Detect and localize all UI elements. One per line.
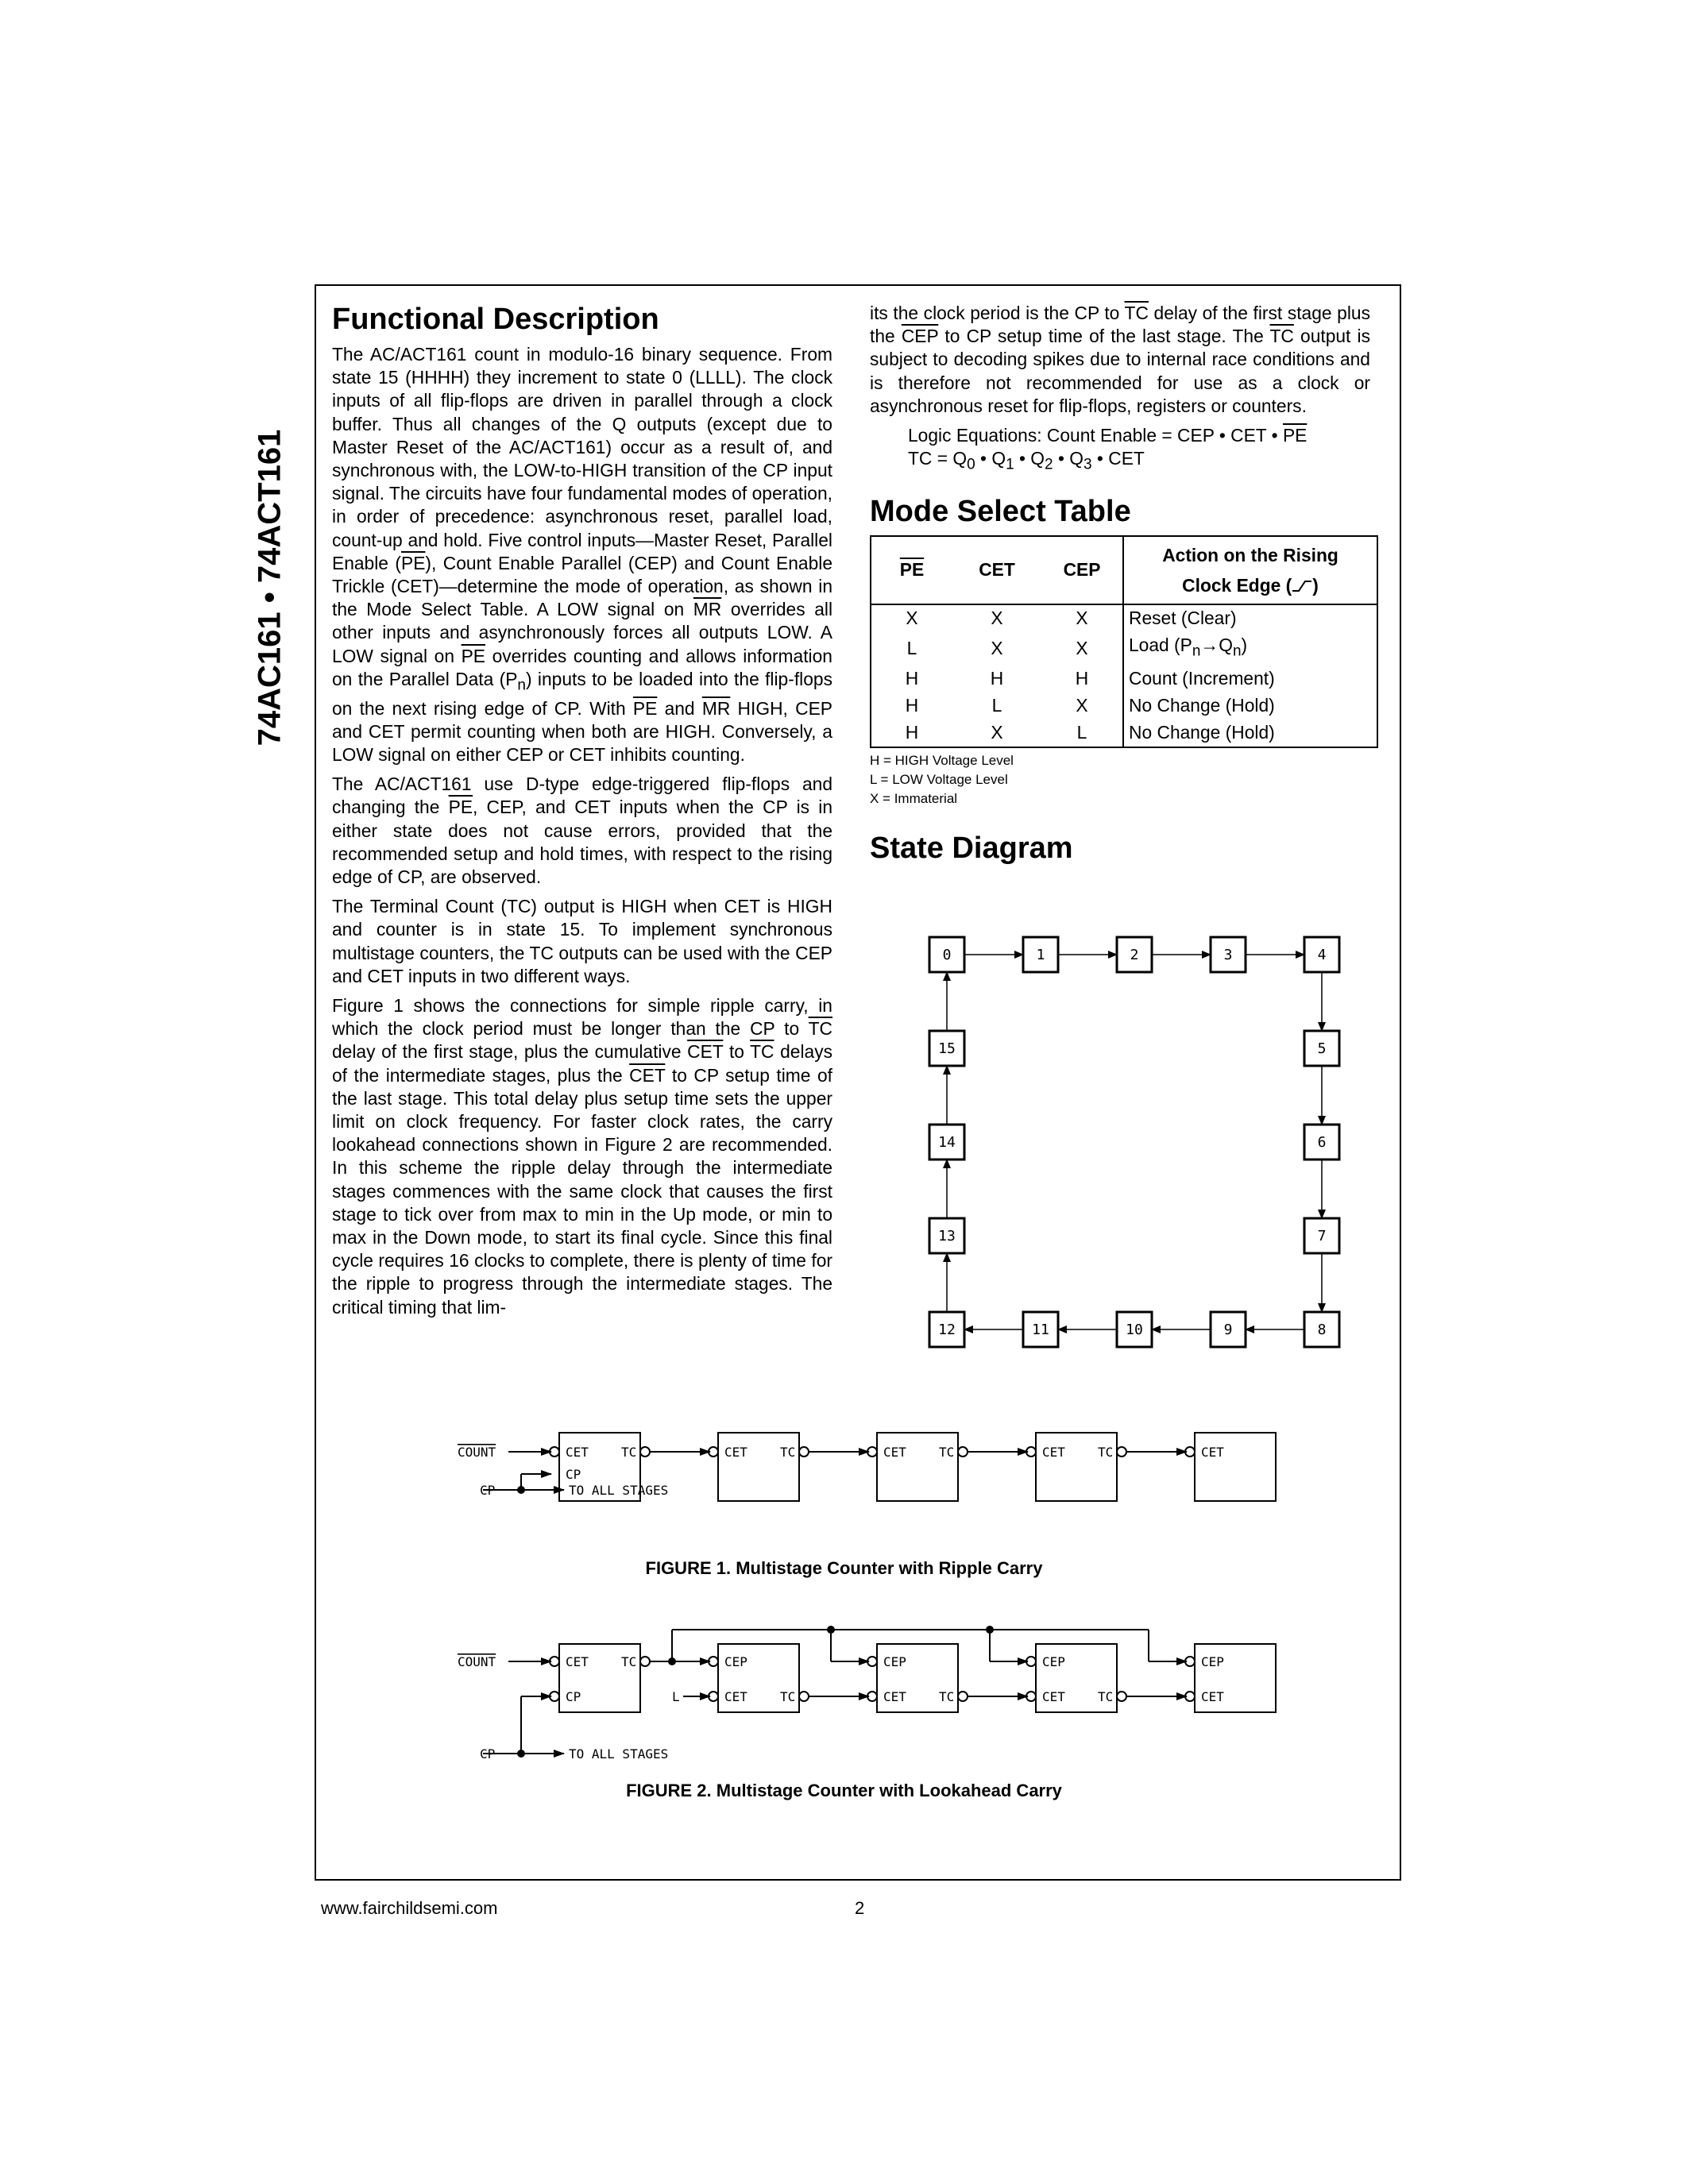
page-number: 2: [855, 1898, 865, 1918]
left-column: [332, 302, 832, 1325]
rising-edge-icon: [1292, 580, 1312, 592]
state-diagram: [914, 921, 1358, 1350]
fig2-l-label: L: [672, 1689, 680, 1704]
fig2-cep-label: CEP: [1201, 1654, 1224, 1669]
state-label: 2: [1130, 947, 1139, 963]
col-header-pe: $\overline{PE}$: [899, 559, 925, 581]
state-node: [1023, 937, 1058, 972]
fig1-tc-label: TC: [1098, 1445, 1114, 1460]
state-node: [1117, 937, 1152, 972]
footer-url[interactable]: www.fairchildsemi.com: [321, 1898, 498, 1918]
state-label: 11: [1032, 1322, 1049, 1338]
state-node: [1304, 1031, 1339, 1066]
state-label: 7: [1317, 1228, 1327, 1244]
fig2-to-all-label: TO ALL STAGES: [569, 1746, 669, 1761]
state-node: [1117, 1312, 1152, 1347]
fig1-tc-label: TC: [621, 1445, 637, 1460]
table-legend: H = HIGH Voltage Level L = LOW Voltage Level X = Immaterial: [870, 752, 1014, 806]
state-label: 6: [1317, 1134, 1327, 1151]
fig1-to-all-label: TO ALL STAGES: [569, 1483, 669, 1498]
state-diagram-heading: State Diagram: [870, 831, 1073, 865]
table-header-row: [871, 536, 1377, 604]
fig2-cp-pin-label: CP: [566, 1689, 581, 1704]
paragraph-3: The Terminal Count (TC) output is HIGH when CET is HIGH and counter is in state 15. To implement synchronous multistage counters, the TC outputs can be used with the CEP and CET inputs in two different ways.: [332, 896, 832, 986]
fig1-count-label: COUNT: [458, 1445, 496, 1460]
fig2-cep-label: CEP: [883, 1654, 906, 1669]
fig1-tc-label: TC: [939, 1445, 955, 1460]
fig1-cet-label: CET: [566, 1445, 589, 1460]
table-row: H L X No Change (Hold): [871, 693, 1377, 720]
fig2-cet-label: CET: [724, 1689, 747, 1704]
mode-select-heading: Mode Select Table: [870, 494, 1131, 528]
state-label: 5: [1317, 1040, 1327, 1057]
fig1-cet-label: CET: [1042, 1445, 1065, 1460]
state-label: 0: [942, 947, 952, 963]
logic-equation: Logic Equations: Count Enable = CEP • CET • $\overline{PE}$: [908, 425, 1308, 446]
fig1-cet-label: CET: [724, 1445, 747, 1460]
tc-equation: TC = $Q_0$ • $Q_1$ • $Q_2$ • $Q_3$ • CET: [908, 448, 1145, 473]
col-header-cet: CET: [952, 536, 1041, 604]
state-label: 14: [938, 1134, 956, 1151]
fig1-cp-label: CP: [480, 1483, 496, 1498]
fig2-tc-label: TC: [1098, 1689, 1114, 1704]
state-node: [1304, 1125, 1339, 1160]
state-node: [929, 937, 964, 972]
fig2-tc-label: TC: [780, 1689, 796, 1704]
paragraph-5: its the clock period is the CP to $\overline{TC}$ delay of the first stage plus the $\overline{CEP}$ to CP setup time of the last stage. The $\overline{TC}$ output is subject to decoding spikes due to internal race conditions and is therefore not recommended for use as a clock or asynchronous reset for flip-flops, registers or counters.: [870, 303, 1370, 416]
fig1-tc-label: TC: [780, 1445, 796, 1460]
table-row: X X X Reset (Clear): [871, 604, 1377, 632]
state-label: 4: [1317, 947, 1327, 963]
state-label: 1: [1036, 947, 1045, 963]
state-label: 10: [1126, 1322, 1143, 1338]
paragraph-4: Figure 1 shows the connections for simple ripple carry, in which the clock period must be longer than the CP to $\overline{TC}$ delay of the first stage, plus the cumulative $\overline{CET}$ to $\overline{TC}$ delays of the intermediate stages, plus the $\overline{CET}$ to CP setup time of the last stage. This total delay plus setup time sets the upper limit on clock frequency. For faster clock rates, the carry lookahead connections shown in Figure 2 are recommended. In this scheme the ripple delay through the intermediate stages commences with the same clock that causes the first stage to tick over from max to min in the Up mode, or min to max in the Down mode, to start its final cycle. Since this final cycle requires 16 clocks to complete, there is plenty of time for the ripple to progress through the intermediate stages. The critical timing that lim-: [332, 995, 832, 1318]
state-node: [929, 1218, 964, 1253]
fig2-cep-label: CEP: [1042, 1654, 1065, 1669]
figure2-caption: FIGURE 2. Multistage Counter with Lookahead Carry: [626, 1781, 1062, 1800]
col-header-cep: CEP: [1041, 536, 1123, 604]
col-header-action: Action on the Rising Clock Edge ( ): [1123, 536, 1377, 604]
fig2-cep-label: CEP: [724, 1654, 747, 1669]
right-column: [870, 302, 1370, 872]
state-node: [1304, 1218, 1339, 1253]
state-node: [929, 1125, 964, 1160]
fig1-cet-label: CET: [883, 1445, 906, 1460]
state-node: [1211, 937, 1246, 972]
fig2-tc-label: TC: [621, 1654, 637, 1669]
table-row: H H H Count (Increment): [871, 666, 1377, 693]
fig2-cet-label: CET: [1201, 1689, 1224, 1704]
state-label: 15: [938, 1040, 956, 1057]
state-label: 8: [1317, 1322, 1327, 1338]
fig2-tc-label: TC: [939, 1689, 955, 1704]
figure1-caption: FIGURE 1. Multistage Counter with Ripple Carry: [645, 1558, 1043, 1578]
fig2-cp-label: CP: [480, 1746, 496, 1761]
table-row: H X L No Change (Hold): [871, 720, 1377, 747]
paragraph-1: The AC/ACT161 count in modulo-16 binary sequence. From state 15 (HHHH) they increment to state 0 (LLLL). The clock inputs of all flip-flops are driven in parallel through a clock buffer. Thus all changes of the Q outputs (except due to Master Reset of the AC/ACT161) occur as a result of, and synchronous with, the LOW-to-HIGH transition of the CP input signal. The circuits have four fundamental modes of operation, in order of precedence: asynchronous reset, parallel load, count-up and hold. Five control inputs—Master Reset, Parallel Enable $(\overline{PE})$, Count Enable Parallel (CEP) and Count Enable Trickle (CET)—determine the mode of operation, as shown in the Mode Select Table. A LOW signal on $\overline{MR}$ overrides all other inputs and asynchronously forces all outputs LOW. A LOW signal on $\overline{PE}$ overrides counting and allows information on the Parallel Data $(P_n)$ inputs to be loaded into the flip-flops on the next rising edge of CP. With $\overline{PE}$ and $\overline{MR}$ HIGH, CEP and CET permit counting when both are HIGH. Conversely, a LOW signal on either CEP or CET inhibits counting.: [332, 344, 833, 765]
table-row: L X X Load $(P_n\to Q_n)$: [871, 632, 1377, 666]
fig2-cet-label: CET: [566, 1654, 589, 1669]
fig1-cp-pin-label: CP: [566, 1467, 581, 1482]
state-node: [929, 1312, 964, 1347]
fig2-cet-label: CET: [1042, 1689, 1065, 1704]
fig1-cet-label: CET: [1201, 1445, 1224, 1460]
state-label: 9: [1223, 1322, 1233, 1338]
mode-select-table: [870, 535, 1378, 748]
state-label: 13: [938, 1228, 956, 1244]
figure1-diagram: [445, 1414, 1295, 1525]
state-label: 3: [1223, 947, 1233, 963]
state-label: 12: [938, 1322, 956, 1338]
state-node: [1023, 1312, 1058, 1347]
state-node: [1304, 937, 1339, 972]
fig2-count-label: COUNT: [458, 1654, 496, 1669]
fig2-cet-label: CET: [883, 1689, 906, 1704]
state-node: [929, 1031, 964, 1066]
paragraph-2: The AC/ACT161 use D-type edge-triggered flip-flops and changing the $\overline{PE}$, CEP, and CET inputs when the CP is in either state does not cause errors, provided that the recommended setup and hold times, with respect to the rising edge of CP, are observed.: [332, 774, 832, 888]
functional-description-heading: Functional Description: [332, 303, 659, 336]
figure2-diagram: [445, 1620, 1295, 1763]
state-node: [1304, 1312, 1339, 1347]
state-node: [1211, 1312, 1246, 1347]
